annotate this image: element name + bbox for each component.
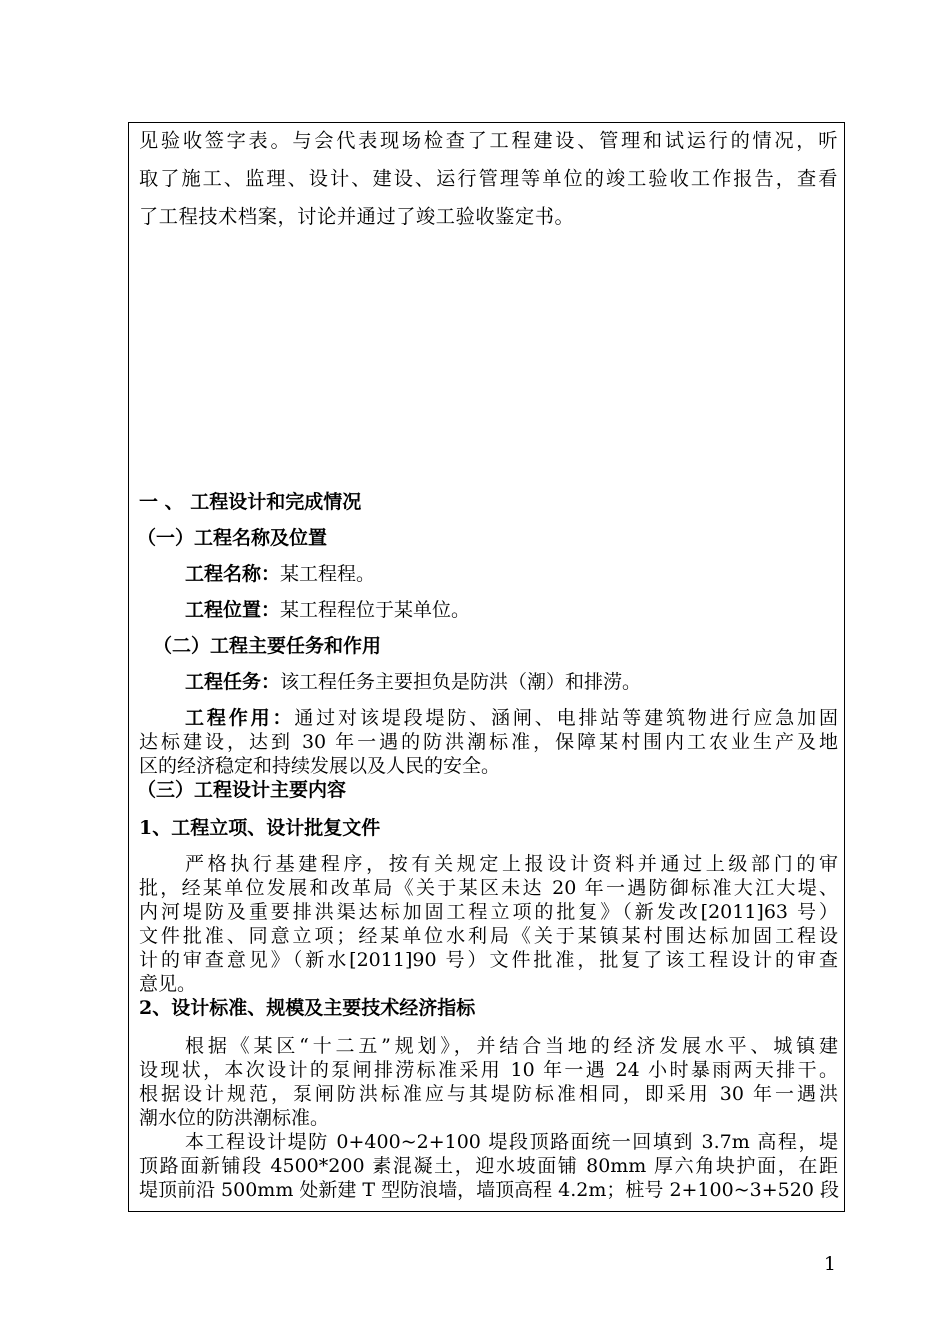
project-location-label: 工程位置： (185, 599, 281, 621)
project-role-line-3: 区的经济稳定和持续发展以及人民的安全。 (139, 755, 501, 777)
sub1-heading: （一）工程名称及位置 (137, 527, 328, 549)
item2-para1-line-4: 潮水位的防洪潮标准。 (139, 1107, 330, 1129)
section-heading: 一 、 工程设计和完成情况 (139, 491, 362, 513)
item1-line-4: 文件批准、同意立项；经某单位水利局《关于某镇某村围达标加固工程设 (139, 925, 838, 947)
project-role-label: 工程作用： (185, 707, 295, 729)
project-name-value: 某工程程。 (280, 563, 376, 585)
item1-heading: 1、工程立项、设计批复文件 (139, 817, 381, 839)
document-frame (128, 122, 845, 1212)
project-role-line-2: 达标建设，达到 30 年一遇的防洪潮标准，保障某村围内工农业生产及地 (139, 731, 838, 753)
item2-para1-line-1: 根据《某区“十二五”规划》，并结合当地的经济发展水平、城镇建 (185, 1035, 838, 1057)
item1-line-6: 意见。 (139, 973, 197, 995)
project-role-line-1: 通过对该堤段堤防、涵闸、电排站等建筑物进行应急加固 (294, 707, 838, 729)
sub3-heading: （三）工程设计主要内容 (137, 779, 347, 801)
intro-line-3: 了工程技术档案，讨论并通过了竣工验收鉴定书。 (139, 205, 575, 228)
item2-para2-line-2: 顶路面新铺段 4500*200 素混凝土，迎水坡面铺 80mm 厚六角块护面，在距 (139, 1155, 838, 1177)
project-location-value: 某工程程位于某单位。 (280, 599, 471, 621)
item1-line-2: 批，经某单位发展和改革局《关于某区未达 20 年一遇防御标准大江大堤、 (139, 877, 838, 899)
project-task-row (185, 673, 838, 692)
project-name-row (185, 565, 838, 584)
project-location-row (185, 601, 838, 620)
intro-line-1: 见验收签字表。与会代表现场检查了工程建设、管理和试运行的情况，听 (139, 129, 838, 152)
item2-para1-line-2: 设现状，本次设计的泵闸排涝标准采用 10 年一遇 24 小时暴雨两天排干。 (139, 1059, 838, 1081)
item1-line-1: 严格执行基建程序，按有关规定上报设计资料并通过上级部门的审 (185, 853, 838, 875)
item2-heading: 2、设计标准、规模及主要技术经济指标 (139, 997, 476, 1019)
project-role-row (185, 709, 838, 728)
item2-para1-line-3: 根据设计规范，泵闸防洪标准应与其堤防标准相同，即采用 30 年一遇洪 (139, 1083, 838, 1105)
page-number: 1 (823, 1253, 836, 1275)
item1-line-5: 计的审查意见》（新水[2011]90 号）文件批准，批复了该工程设计的审查 (139, 949, 838, 971)
project-name-label: 工程名称： (185, 563, 281, 585)
project-task-value: 该工程任务主要担负是防洪（潮）和排涝。 (280, 671, 642, 693)
project-task-label: 工程任务： (185, 671, 281, 693)
intro-line-2: 取了施工、监理、设计、建设、运行管理等单位的竣工验收工作报告，查看 (139, 167, 838, 190)
sub2-heading: （二）工程主要任务和作用 (153, 635, 382, 657)
item2-para2-line-3: 堤顶前沿 500mm 处新建 T 型防浪墙，墙顶高程 4.2m；桩号 2+100~3+520 段 (139, 1179, 839, 1201)
item2-para2-line-1: 本工程设计堤防 0+400~2+100 堤段顶路面统一回填到 3.7m 高程，堤 (185, 1131, 838, 1153)
item1-line-3: 内河堤防及重要排洪渠达标加固工程立项的批复》（新发改[2011]63 号） (139, 901, 838, 923)
